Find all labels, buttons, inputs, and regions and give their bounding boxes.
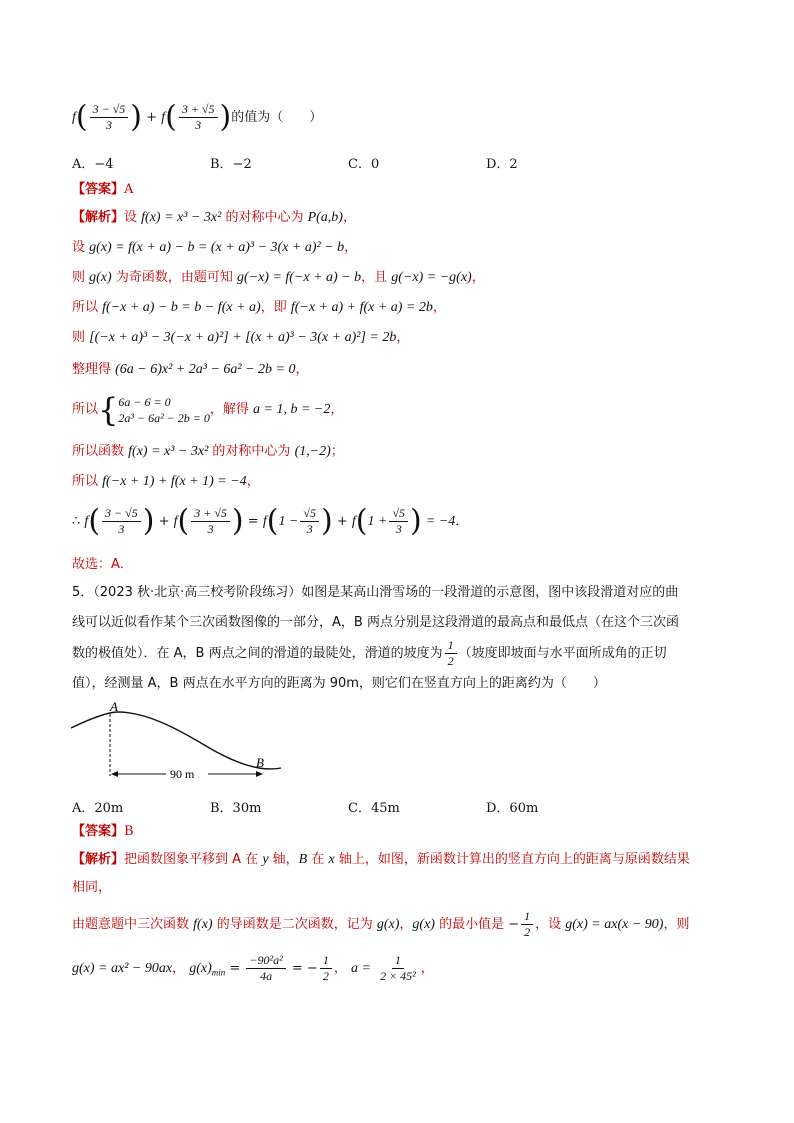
q4-solution-line-5: 则 [(−x + a)³ − 3(−x + a)²] + [(x + a)³ − 3(x + a)²] = 2b， xyxy=(72,330,410,345)
q5-solution-line-3: 由题意题中三次函数 f(x) 的导函数是二次函数，记为 g(x)，g(x) 的最小值是 − $\frac{1}{2}$ ，设 g(x) = ax(x − 90)，则 xyxy=(72,909,690,939)
q4-option-b: B．−2 xyxy=(210,157,252,172)
q4-solution-line-1: 【解析】设 f(x) = x³ − 3x² 的对称中心为 P(a,b)， xyxy=(72,210,356,225)
q4-solution-line-3: 则 g(x) 为奇函数，由题可知 g(−x) = f(−x + a) − b，且 g(−x) = −g(x)， xyxy=(72,270,485,285)
q5-solution-line-1: 【解析】把函数图象平移到 A 在 y 轴，B 在 x 轴上，如图，新函数计算出的竖直方向上的距离与原函数结果 xyxy=(72,852,690,867)
q5-solution-line-4: g(x) = ax² − 90ax， $g(x)_{min}$ = $\frac{\text{−90²a²}}{4a}$ = − $\frac{1}{2}$ ， a = $\frac{1}{\text{2 × 45²}}$ ， xyxy=(72,953,434,983)
q4-solution-line-8: 所以函数 f(x) = x³ − 3x² 的对称中心为 (1,−2)； xyxy=(72,444,344,459)
q4-stem: f( $\frac{3 - √5}{3}$ ) + f( $\frac{3 + √5}{3}$ )的值为（ ） xyxy=(72,99,323,135)
q5-stem: 5．（2023 秋·北京·高三校考阶段练习）如图是某高山滑雪场的一段滑道的示意图，图中该段滑道对应的曲 线可以近似看作某个三次函数图像的一部分，A，B 两点分别是这段滑道的最高点和最低点（在这个三次函 数的极值处）．在 A，B 两点之间的滑道的最陡处，滑道的坡度为 $\frac{1}{2}$ （坡度即坡面与水平面所成角的正切 值），经测量 A，B 两点在水平方向的距离为 90m，则它们在竖直方向上的距离约为（ ） xyxy=(72,585,679,691)
q4-solution-line-6: 整理得 (6a − 6)x² + 2a³ − 6a² − 2b = 0， xyxy=(72,362,309,377)
arrowhead-left xyxy=(111,771,118,777)
q4-solution-line-4: 所以 f(−x + a) − b = b − f(x + a)，即 f(−x + a) + f(x + a) = 2b， xyxy=(72,300,446,315)
slope-curve xyxy=(71,712,281,769)
q4-solution-line-2: 设 g(x) = f(x + a) − b = (x + a)³ − 3(x + a)² − b， xyxy=(72,240,358,255)
q5-option-b: B．30m xyxy=(210,801,262,816)
q4-answer: 【答案】A xyxy=(72,182,134,197)
q4-solution-line-7: 所以 { 6a − 6 = 0 2a³ − 6a² − 2b = 0 ，解得 a = 1, b = −2， xyxy=(72,390,344,429)
q5-option-c: C．45m xyxy=(348,801,400,816)
q4-solution-line-10: ∴ f( $\frac{3 - √5}{3}$ ) + f( $\frac{3 + √5}{3}$ ) = f(1 − $\frac{√5}{3}$ ) + f(1 + $\frac{√5}{3}$ ) = −4． xyxy=(72,503,469,539)
q5-option-d: D．60m xyxy=(486,801,539,816)
q4-frac-2: $\frac{3 + √5}{3}$ xyxy=(179,102,218,133)
equation-system: { 6a − 6 = 0 2a³ − 6a² − 2b = 0 xyxy=(98,390,210,429)
q4-option-c: C．0 xyxy=(348,157,380,172)
ski-slope-figure xyxy=(66,698,296,788)
distance-label: 90 m xyxy=(170,767,195,781)
q5-answer: 【答案】B xyxy=(72,824,134,839)
q5-solution-line-2: 相同， xyxy=(72,880,112,895)
q4-option-a: A．−4 xyxy=(72,157,114,172)
q5-option-a: A．20m xyxy=(72,801,124,816)
point-a-label: A xyxy=(110,699,118,714)
q4-solution-line-9: 所以 f(−x + 1) + f(x + 1) = −4， xyxy=(72,474,260,489)
q4-option-d: D．2 xyxy=(486,157,518,172)
arrowhead-right xyxy=(256,771,263,777)
point-b-label: B xyxy=(256,755,264,770)
q4-choose: 故选：A． xyxy=(72,557,133,572)
q4-frac-1: $\frac{3 - √5}{3}$ xyxy=(90,102,129,133)
